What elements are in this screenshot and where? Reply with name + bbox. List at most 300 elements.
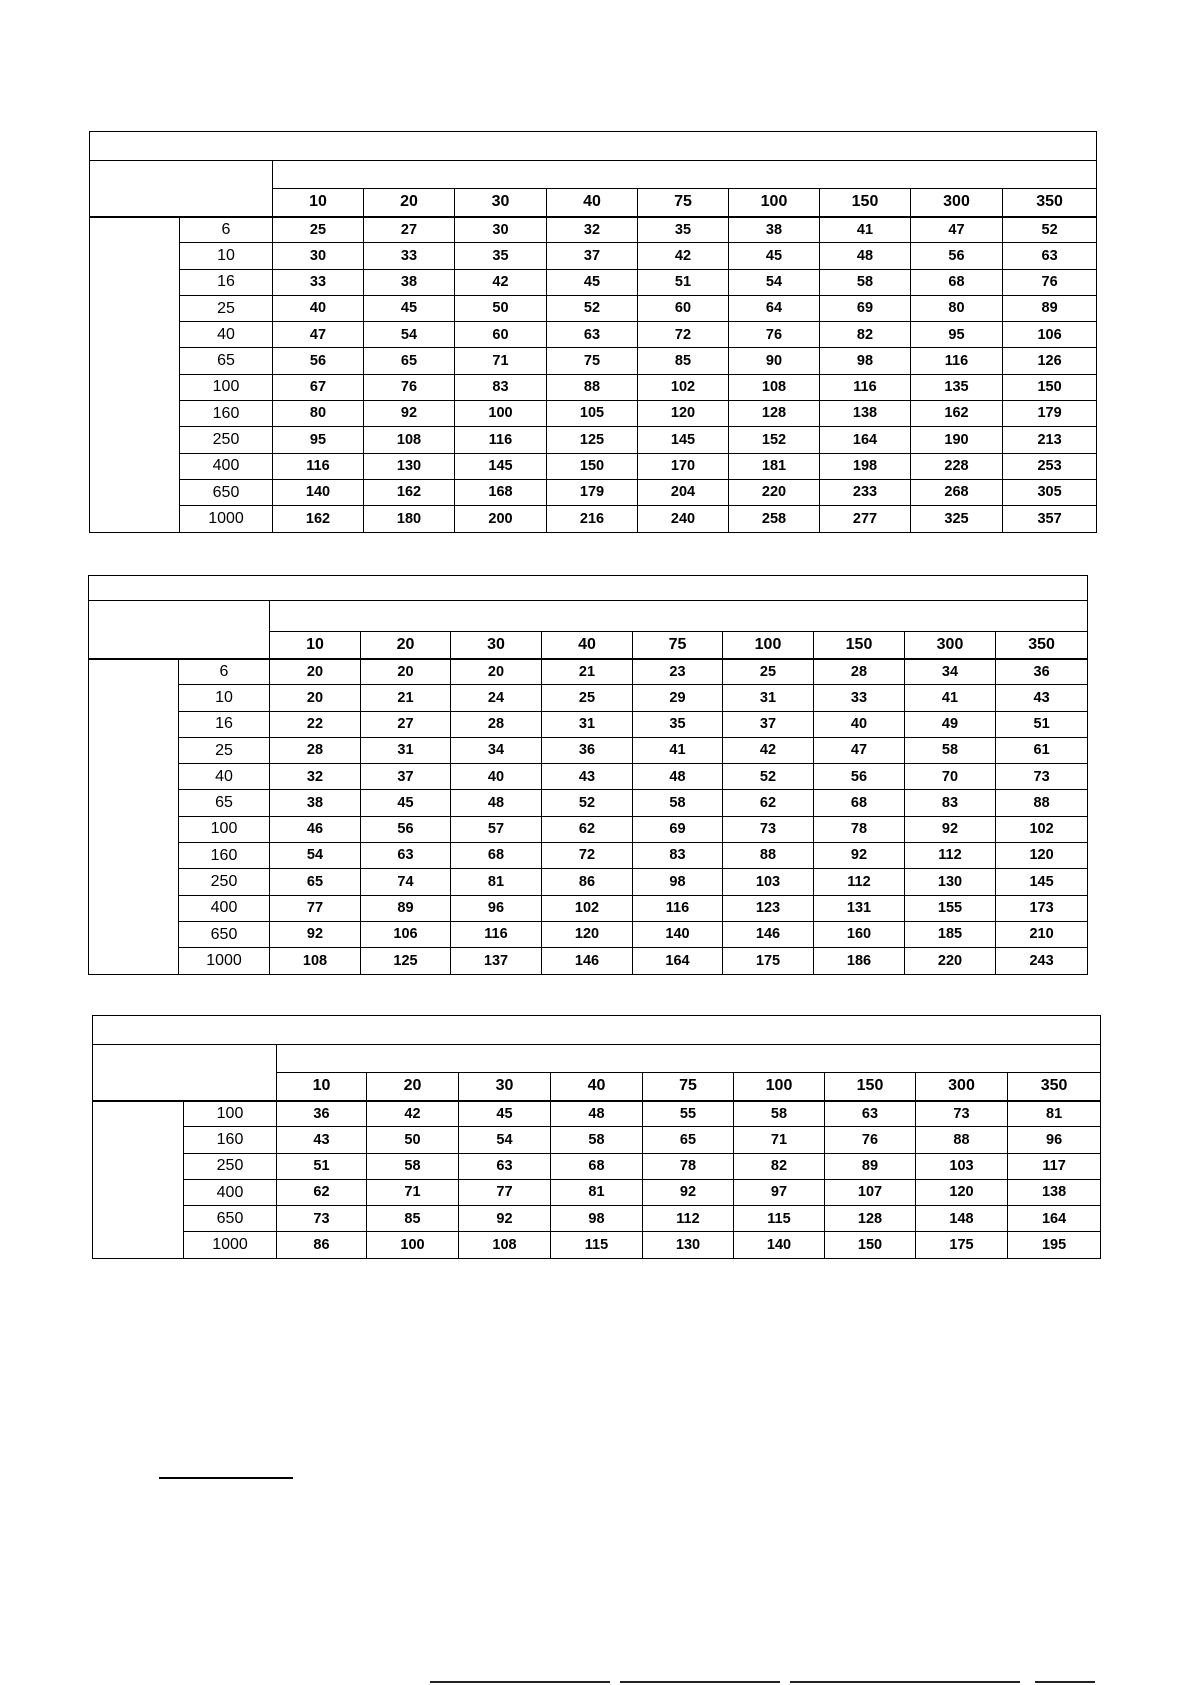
table-cell: 34 [905,659,996,685]
table-cell: 195 [1008,1232,1101,1258]
table-cell: 37 [723,711,814,737]
table-1-span-header [273,161,1097,189]
row-label: 250 [180,427,273,453]
table-cell: 58 [551,1127,643,1153]
table-cell: 146 [723,921,814,947]
table-cell: 128 [729,401,820,427]
table-cell: 45 [364,295,455,321]
table-cell: 54 [270,843,361,869]
table-cell: 88 [996,790,1088,816]
table-cell: 175 [723,948,814,974]
row-label: 16 [180,269,273,295]
table-2-span-header [270,601,1088,632]
footer-rule-1 [430,1681,610,1683]
table-cell: 162 [364,479,455,505]
footer-rule-3 [790,1681,1020,1683]
table-cell: 162 [911,401,1003,427]
row-label: 1000 [184,1232,277,1258]
table-row [89,816,1088,842]
table-cell: 42 [723,737,814,763]
table-cell: 117 [1008,1153,1101,1179]
table-cell: 69 [633,816,723,842]
table-cell: 45 [361,790,451,816]
table-cell: 305 [1003,479,1097,505]
table-cell: 103 [723,869,814,895]
table-cell: 140 [734,1232,825,1258]
table-cell: 40 [273,295,364,321]
row-label: 65 [180,348,273,374]
table-cell: 164 [633,948,723,974]
row-label: 65 [179,790,270,816]
table-cell: 68 [551,1153,643,1179]
table-cell: 65 [270,869,361,895]
table-cell: 38 [364,269,455,295]
table-cell: 80 [273,401,364,427]
table-row [89,764,1088,790]
table-cell: 68 [911,269,1003,295]
table-cell: 45 [459,1101,551,1127]
table-cell: 88 [916,1127,1008,1153]
column-header: 20 [364,189,455,217]
table-cell: 27 [361,711,451,737]
table-cell: 107 [825,1179,916,1205]
column-header: 100 [734,1073,825,1101]
table-cell: 71 [367,1179,459,1205]
table-cell: 41 [633,737,723,763]
table-cell: 47 [814,737,905,763]
table-cell: 220 [729,479,820,505]
table-cell: 54 [459,1127,551,1153]
column-header: 300 [916,1073,1008,1101]
table-cell: 73 [277,1206,367,1232]
table-cell: 89 [825,1153,916,1179]
table-cell: 28 [814,659,905,685]
column-header: 350 [1003,189,1097,217]
table-cell: 58 [633,790,723,816]
table-cell: 92 [643,1179,734,1205]
column-header: 150 [814,632,905,659]
table-3-span-header [277,1045,1101,1073]
table-cell: 61 [996,737,1088,763]
table-cell: 64 [729,295,820,321]
table-cell: 49 [905,711,996,737]
table-cell: 243 [996,948,1088,974]
table-cell: 24 [451,685,542,711]
table-cell: 52 [547,295,638,321]
table-cell: 77 [270,895,361,921]
table-cell: 36 [277,1101,367,1127]
table-row [89,921,1088,947]
table-cell: 68 [451,843,542,869]
table-cell: 228 [911,453,1003,479]
table-row [93,1127,1101,1153]
table-cell: 95 [911,322,1003,348]
table-cell: 45 [729,243,820,269]
table-cell: 164 [1008,1206,1101,1232]
table-cell: 150 [825,1232,916,1258]
table-cell: 126 [1003,348,1097,374]
table-row [89,869,1088,895]
table-cell: 85 [638,348,729,374]
table-cell: 38 [729,217,820,243]
table-cell: 146 [542,948,633,974]
table-cell: 190 [911,427,1003,453]
column-header: 150 [820,189,911,217]
table-3-subhead-row [93,1045,1101,1073]
column-header: 100 [723,632,814,659]
table-cell: 138 [820,401,911,427]
table-cell: 88 [547,374,638,400]
table-cell: 72 [542,843,633,869]
table-cell: 58 [367,1153,459,1179]
table-cell: 97 [734,1179,825,1205]
table-cell: 115 [734,1206,825,1232]
column-header: 75 [633,632,723,659]
table-cell: 152 [729,427,820,453]
table-cell: 92 [905,816,996,842]
table-cell: 48 [633,764,723,790]
table-cell: 62 [277,1179,367,1205]
table-cell: 112 [814,869,905,895]
table-row [90,427,1097,453]
table-cell: 150 [547,453,638,479]
table-row [89,685,1088,711]
table-cell: 20 [361,659,451,685]
row-group-cell [89,659,179,975]
table-row [93,1101,1101,1127]
table-cell: 58 [734,1101,825,1127]
table-cell: 58 [820,269,911,295]
row-label: 650 [184,1206,277,1232]
table-cell: 148 [916,1206,1008,1232]
row-label: 160 [180,401,273,427]
table-3-title-row [93,1016,1101,1045]
row-group-cell [93,1101,184,1259]
table-3-title-cell [93,1016,1101,1045]
table-cell: 181 [729,453,820,479]
table-cell: 86 [277,1232,367,1258]
table-cell: 220 [905,948,996,974]
table-3-body [93,1016,1101,1259]
table-cell: 62 [723,790,814,816]
table-1-title-cell [90,132,1097,161]
table-cell: 81 [1008,1101,1101,1127]
table-cell: 233 [820,479,911,505]
table-cell: 92 [459,1206,551,1232]
table-cell: 47 [911,217,1003,243]
table-cell: 56 [273,348,364,374]
table-cell: 28 [270,737,361,763]
table-cell: 277 [820,506,911,532]
row-label: 400 [180,453,273,479]
table-cell: 105 [547,401,638,427]
table-cell: 65 [643,1127,734,1153]
table-cell: 108 [729,374,820,400]
column-header: 40 [547,189,638,217]
table-cell: 115 [551,1232,643,1258]
table-cell: 108 [270,948,361,974]
table-cell: 258 [729,506,820,532]
table-cell: 21 [361,685,451,711]
table-cell: 35 [633,711,723,737]
table-cell: 25 [542,685,633,711]
table-cell: 52 [723,764,814,790]
column-header: 20 [361,632,451,659]
table-cell: 179 [547,479,638,505]
table-cell: 130 [905,869,996,895]
table-cell: 33 [814,685,905,711]
table-cell: 88 [723,843,814,869]
table-cell: 120 [638,401,729,427]
table-cell: 33 [364,243,455,269]
row-label: 400 [184,1179,277,1205]
table-cell: 130 [643,1232,734,1258]
table-2-body [89,576,1088,975]
table-row [89,895,1088,921]
table-cell: 69 [820,295,911,321]
table-cell: 102 [542,895,633,921]
table-cell: 170 [638,453,729,479]
table-cell: 86 [542,869,633,895]
table-cell: 70 [905,764,996,790]
table-row [93,1206,1101,1232]
table-cell: 135 [911,374,1003,400]
column-header: 30 [459,1073,551,1101]
table-cell: 108 [459,1232,551,1258]
table-cell: 175 [916,1232,1008,1258]
table-cell: 357 [1003,506,1097,532]
table-cell: 76 [825,1127,916,1153]
row-label: 1000 [180,506,273,532]
table-cell: 42 [638,243,729,269]
row-label: 100 [179,816,270,842]
table-cell: 35 [455,243,547,269]
table-cell: 204 [638,479,729,505]
table-cell: 37 [547,243,638,269]
table-3-corner-cell [93,1045,277,1101]
row-label: 25 [180,295,273,321]
table-row [90,506,1097,532]
table-cell: 100 [455,401,547,427]
table-cell: 253 [1003,453,1097,479]
signature-line [159,1477,293,1479]
table-cell: 160 [814,921,905,947]
table-row [90,374,1097,400]
table-cell: 102 [996,816,1088,842]
column-header: 75 [643,1073,734,1101]
table-cell: 213 [1003,427,1097,453]
table-cell: 56 [911,243,1003,269]
table-cell: 76 [729,322,820,348]
table-cell: 179 [1003,401,1097,427]
table-cell: 43 [996,685,1088,711]
table-cell: 108 [364,427,455,453]
table-cell: 34 [451,737,542,763]
table-cell: 185 [905,921,996,947]
table-cell: 63 [547,322,638,348]
table-cell: 62 [542,816,633,842]
table-cell: 102 [638,374,729,400]
table-cell: 75 [547,348,638,374]
table-cell: 76 [364,374,455,400]
table-cell: 123 [723,895,814,921]
row-label: 10 [179,685,270,711]
column-header: 10 [277,1073,367,1101]
table-cell: 116 [455,427,547,453]
table-cell: 83 [633,843,723,869]
table-cell: 32 [270,764,361,790]
row-label: 250 [184,1153,277,1179]
table-cell: 82 [734,1153,825,1179]
table-cell: 116 [633,895,723,921]
table-cell: 98 [820,348,911,374]
table-cell: 112 [643,1206,734,1232]
table-cell: 48 [551,1101,643,1127]
table-2 [88,575,1088,975]
column-header: 40 [551,1073,643,1101]
table-3 [92,1015,1101,1259]
column-header: 10 [270,632,361,659]
table-cell: 60 [455,322,547,348]
table-row [90,479,1097,505]
table-cell: 30 [455,217,547,243]
table-cell: 112 [905,843,996,869]
table-row [93,1153,1101,1179]
table-cell: 92 [364,401,455,427]
table-cell: 81 [451,869,542,895]
table-cell: 120 [542,921,633,947]
table-cell: 198 [820,453,911,479]
table-cell: 137 [451,948,542,974]
column-header: 300 [911,189,1003,217]
table-cell: 98 [633,869,723,895]
table-cell: 89 [1003,295,1097,321]
table-cell: 77 [459,1179,551,1205]
table-1-title-row [90,132,1097,161]
table-row [89,843,1088,869]
table-cell: 67 [273,374,364,400]
table-cell: 78 [814,816,905,842]
table-cell: 65 [364,348,455,374]
table-cell: 38 [270,790,361,816]
row-label: 10 [180,243,273,269]
table-cell: 52 [1003,217,1097,243]
table-cell: 72 [638,322,729,348]
row-label: 40 [179,764,270,790]
table-cell: 40 [451,764,542,790]
table-row [90,243,1097,269]
table-cell: 21 [542,659,633,685]
column-header: 100 [729,189,820,217]
table-cell: 200 [455,506,547,532]
table-cell: 98 [551,1206,643,1232]
table-cell: 43 [542,764,633,790]
table-cell: 131 [814,895,905,921]
table-cell: 82 [820,322,911,348]
table-cell: 40 [814,711,905,737]
table-row [93,1232,1101,1258]
row-label: 650 [179,921,270,947]
table-cell: 63 [459,1153,551,1179]
table-2-corner-cell [89,601,270,659]
table-cell: 92 [814,843,905,869]
table-cell: 60 [638,295,729,321]
table-cell: 96 [1008,1127,1101,1153]
footer-rule-4 [1035,1681,1095,1683]
table-cell: 100 [367,1232,459,1258]
table-cell: 37 [361,764,451,790]
table-1 [89,131,1097,533]
table-cell: 128 [825,1206,916,1232]
table-cell: 42 [455,269,547,295]
row-label: 16 [179,711,270,737]
table-cell: 120 [996,843,1088,869]
table-row [90,295,1097,321]
table-cell: 22 [270,711,361,737]
table-cell: 73 [916,1101,1008,1127]
table-cell: 83 [905,790,996,816]
table-cell: 80 [911,295,1003,321]
table-cell: 78 [643,1153,734,1179]
column-header: 10 [273,189,364,217]
table-cell: 20 [451,659,542,685]
table-cell: 50 [455,295,547,321]
column-header: 350 [1008,1073,1101,1101]
row-label: 650 [180,479,273,505]
column-header: 30 [451,632,542,659]
table-cell: 20 [270,659,361,685]
table-cell: 32 [547,217,638,243]
table-cell: 92 [270,921,361,947]
table-cell: 125 [547,427,638,453]
table-cell: 120 [916,1179,1008,1205]
table-cell: 63 [1003,243,1097,269]
table-cell: 33 [273,269,364,295]
table-cell: 27 [364,217,455,243]
table-row [90,322,1097,348]
table-cell: 48 [820,243,911,269]
table-cell: 42 [367,1101,459,1127]
column-header: 350 [996,632,1088,659]
table-cell: 168 [455,479,547,505]
table-row [89,659,1088,685]
table-cell: 106 [1003,322,1097,348]
table-row [90,217,1097,243]
column-header: 300 [905,632,996,659]
table-cell: 140 [633,921,723,947]
table-cell: 51 [996,711,1088,737]
table-cell: 51 [638,269,729,295]
table-cell: 106 [361,921,451,947]
column-header: 20 [367,1073,459,1101]
table-2-title-row [89,576,1088,601]
table-cell: 63 [361,843,451,869]
table-cell: 52 [542,790,633,816]
table-cell: 96 [451,895,542,921]
table-cell: 50 [367,1127,459,1153]
column-header: 30 [455,189,547,217]
table-cell: 186 [814,948,905,974]
column-header: 75 [638,189,729,217]
row-label: 160 [179,843,270,869]
table-cell: 25 [273,217,364,243]
table-cell: 95 [273,427,364,453]
table-row [90,348,1097,374]
table-cell: 173 [996,895,1088,921]
table-cell: 31 [723,685,814,711]
row-label: 250 [179,869,270,895]
table-cell: 36 [996,659,1088,685]
